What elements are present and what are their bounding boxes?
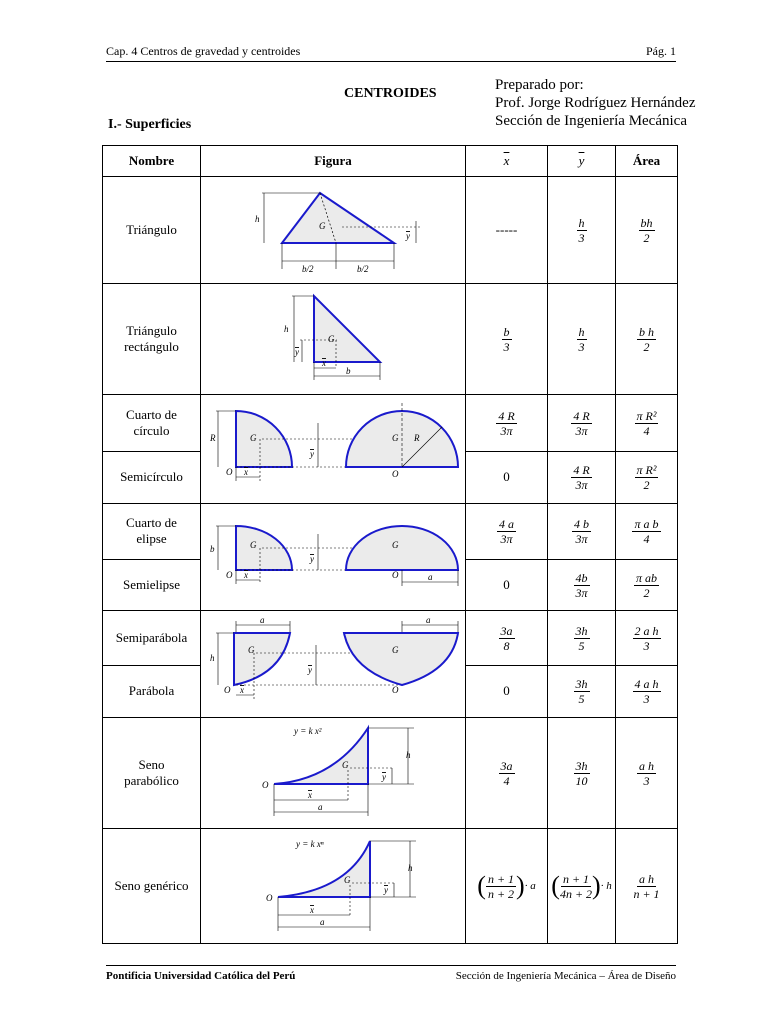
label-h: h <box>209 653 214 663</box>
footer-university: Pontificia Universidad Católica del Perú <box>106 970 296 982</box>
table-row <box>103 611 678 666</box>
label-ybar: y <box>309 554 314 564</box>
label-ybar: y <box>381 772 386 782</box>
label-b: b <box>209 544 214 554</box>
label-xbar: x <box>239 685 244 695</box>
label-ybar: y <box>405 231 410 241</box>
value-y <box>548 718 616 829</box>
row-name: Semicírculo <box>103 451 201 503</box>
col-y <box>548 146 616 177</box>
frac-den: 2 <box>643 340 650 354</box>
frac-num: 3h <box>575 677 588 692</box>
table-row <box>103 284 678 395</box>
frac-num: 4 R <box>498 408 515 423</box>
label-equation: y = k x² <box>293 726 322 736</box>
table-header-row <box>103 146 678 177</box>
page-footer <box>106 965 676 982</box>
table-row <box>103 504 678 560</box>
frac-den: n + 2 <box>487 886 515 901</box>
frac-num: a h <box>639 759 654 773</box>
label-ybar: y <box>309 449 314 459</box>
value-area <box>616 504 678 560</box>
multiplier: · h <box>600 880 612 892</box>
label-a: a <box>317 802 322 812</box>
value-x <box>466 284 548 395</box>
value-area <box>616 829 678 944</box>
value-y <box>548 284 616 395</box>
label-o: O <box>225 570 232 580</box>
label-xbar: x <box>309 905 314 915</box>
col-x <box>466 146 548 177</box>
label-b2: b/2 <box>356 264 369 274</box>
frac-num: π R² <box>636 408 657 423</box>
value-x <box>466 504 548 560</box>
value-y <box>548 559 616 610</box>
frac-num: h <box>578 216 585 230</box>
col-figure: Figura <box>201 146 466 177</box>
frac-num: 4 a <box>499 517 514 532</box>
row-name-line: rectángulo <box>124 339 179 354</box>
frac-den: 3π <box>500 532 513 547</box>
row-name <box>103 718 201 829</box>
frac-den: 3π <box>575 423 588 438</box>
value-y <box>548 665 616 718</box>
label-h: h <box>405 750 410 760</box>
row-name: Semiparábola <box>103 611 201 666</box>
frac-den: 3π <box>575 585 588 600</box>
table-row <box>103 829 678 944</box>
frac-den: n + 1 <box>633 887 660 901</box>
value-area <box>616 177 678 284</box>
label-xbar: x <box>321 358 326 368</box>
value-y <box>548 451 616 503</box>
label-xbar: x <box>243 570 248 580</box>
row-name: Seno genérico <box>103 829 201 944</box>
frac-den: 4 <box>643 532 650 547</box>
row-name-line: elipse <box>136 531 167 547</box>
multiplier: · a <box>524 880 536 892</box>
label-g: G <box>327 334 334 344</box>
footer-section: Sección de Ingeniería Mecánica – Área de Diseño <box>455 970 676 982</box>
prepared-line: Sección de Ingeniería Mecánica <box>495 113 687 129</box>
prepared-line: Prof. Jorge Rodríguez Hernández <box>495 95 696 111</box>
label-g: G <box>318 221 325 231</box>
label-o: O <box>265 893 272 903</box>
paren-left: ( <box>551 871 560 900</box>
frac-num: 3a <box>500 623 513 638</box>
frac-num: 3h <box>575 623 588 638</box>
value-area <box>616 718 678 829</box>
frac-den: 3π <box>575 478 588 493</box>
row-name <box>103 504 201 560</box>
frac-den: 4n + 2 <box>559 886 593 901</box>
frac-num: n + 1 <box>562 871 590 886</box>
table-row <box>103 395 678 452</box>
value-x <box>466 611 548 666</box>
row-name-line: círculo <box>133 422 170 438</box>
label-o: O <box>391 469 398 479</box>
figure-circle <box>201 395 466 504</box>
label-o: O <box>261 780 268 790</box>
row-name <box>103 284 201 395</box>
frac-num: 2 a h <box>634 623 659 638</box>
label-g: G <box>343 875 350 885</box>
value-area <box>616 451 678 503</box>
row-name: Semielipse <box>103 559 201 610</box>
label-g: G <box>249 540 256 550</box>
value-x: 0 <box>466 559 548 610</box>
label-ybar: y <box>307 665 312 675</box>
value-x <box>466 829 548 944</box>
frac-num: h <box>578 325 585 339</box>
row-name-line: Cuarto de <box>126 406 177 422</box>
centroids-table <box>102 145 678 944</box>
frac-num: π ab <box>635 570 657 585</box>
frac-den: 2 <box>643 478 650 493</box>
value-y <box>548 829 616 944</box>
generic-spandrel-figure <box>202 829 465 939</box>
frac-den: 2 <box>643 231 650 245</box>
prepared-line: Preparado por: <box>495 77 584 93</box>
header-page: Pág. 1 <box>646 44 676 58</box>
value-area <box>616 395 678 452</box>
label-g: G <box>247 645 254 655</box>
frac-den: 3 <box>643 692 650 707</box>
prepared-by <box>495 76 696 130</box>
figure-parabolic-spandrel <box>201 718 466 829</box>
value-y <box>548 395 616 452</box>
frac-num: 4 b <box>574 517 589 532</box>
triangle-figure <box>202 177 465 279</box>
frac-den: 10 <box>575 774 588 788</box>
label-g: G <box>391 433 398 443</box>
label-o: O <box>391 570 398 580</box>
label-ybar: y <box>294 347 299 357</box>
label-h: h <box>254 214 259 224</box>
frac-den: 3π <box>500 423 513 438</box>
label-a: a <box>427 572 432 582</box>
label-r: R <box>413 433 419 443</box>
label-h: h <box>407 863 412 873</box>
frac-num: b <box>503 325 510 339</box>
row-name-line: parabólico <box>124 773 179 788</box>
table-row <box>103 718 678 829</box>
frac-den: 3 <box>643 774 650 788</box>
label-h: h <box>283 324 288 334</box>
col-y-label: $\overline{y}$ <box>578 153 585 168</box>
frac-num: 4 a h <box>634 677 659 692</box>
value-area <box>616 665 678 718</box>
frac-num: 4b <box>575 570 588 585</box>
row-name-line: Triángulo <box>126 323 177 338</box>
label-o: O <box>391 685 398 695</box>
row-name: Triángulo <box>103 177 201 284</box>
value-x: 0 <box>466 665 548 718</box>
frac-den: 3 <box>643 638 650 653</box>
value-x: 0 <box>466 451 548 503</box>
frac-den: 3π <box>575 532 588 547</box>
frac-den: 8 <box>503 638 510 653</box>
frac-den: 3 <box>578 231 585 245</box>
figure-triangle <box>201 177 466 284</box>
label-a: a <box>319 917 324 927</box>
frac-num: π a b <box>634 517 659 532</box>
value-y <box>548 611 616 666</box>
value-y <box>548 504 616 560</box>
value-x <box>466 395 548 452</box>
label-equation: y = k xⁿ <box>295 839 324 849</box>
parabola-figure <box>202 611 465 713</box>
paren-right: ) <box>516 871 525 900</box>
ellipse-figure <box>202 504 465 606</box>
figure-parabola <box>201 611 466 718</box>
row-name-line: Cuarto de <box>126 515 177 531</box>
frac-num: n + 1 <box>487 871 515 886</box>
label-a: a <box>259 615 264 625</box>
label-o: O <box>223 685 230 695</box>
label-xbar: x <box>307 790 312 800</box>
row-name-line: Seno <box>138 757 165 772</box>
row-name <box>103 395 201 452</box>
table-row <box>103 177 678 284</box>
right-triangle-figure <box>202 284 465 390</box>
frac-num: bh <box>640 216 653 230</box>
figure-generic-spandrel <box>201 829 466 944</box>
paren-left: ( <box>477 871 486 900</box>
value-x <box>466 718 548 829</box>
page-header <box>106 44 676 62</box>
value-area <box>616 611 678 666</box>
frac-den: 5 <box>578 638 585 653</box>
parabolic-spandrel-figure <box>202 718 465 824</box>
frac-den: 3 <box>503 340 510 354</box>
paren-right: ) <box>592 871 601 900</box>
col-area: Área <box>616 146 678 177</box>
frac-num: 4 R <box>573 463 590 478</box>
figure-ellipse <box>201 504 466 611</box>
label-b2: b/2 <box>301 264 314 274</box>
frac-num: π R² <box>636 463 657 478</box>
col-name: Nombre <box>103 146 201 177</box>
frac-den: 5 <box>578 692 585 707</box>
value-area <box>616 559 678 610</box>
label-xbar: x <box>243 467 248 477</box>
frac-num: 3h <box>575 759 588 773</box>
label-g: G <box>391 645 398 655</box>
label-ybar: y <box>383 885 388 895</box>
value-x: ----- <box>466 177 548 284</box>
frac-den: 4 <box>643 423 650 438</box>
frac-den: 2 <box>643 585 650 600</box>
value-area <box>616 284 678 395</box>
value-y <box>548 177 616 284</box>
label-b: b <box>345 366 350 376</box>
header-chapter: Cap. 4 Centros de gravedad y centroides <box>106 44 301 58</box>
frac-num: a h <box>638 872 654 886</box>
circle-figure <box>202 395 465 499</box>
label-a: a <box>425 615 430 625</box>
label-g: G <box>249 433 256 443</box>
label-g: G <box>341 760 348 770</box>
figure-right-triangle <box>201 284 466 395</box>
label-r: R <box>209 433 215 443</box>
frac-den: 3 <box>578 340 585 354</box>
frac-num: 3a <box>500 759 513 773</box>
label-g: G <box>391 540 398 550</box>
frac-num: 4 R <box>573 408 590 423</box>
label-o: O <box>225 467 232 477</box>
col-x-label: $\overline{x}$ <box>503 153 510 168</box>
frac-den: 4 <box>503 774 510 788</box>
row-name: Parábola <box>103 665 201 718</box>
frac-num: b h <box>639 325 654 339</box>
page-title: CENTROIDES <box>344 86 437 101</box>
section-title: I.- Superficies <box>108 117 192 132</box>
